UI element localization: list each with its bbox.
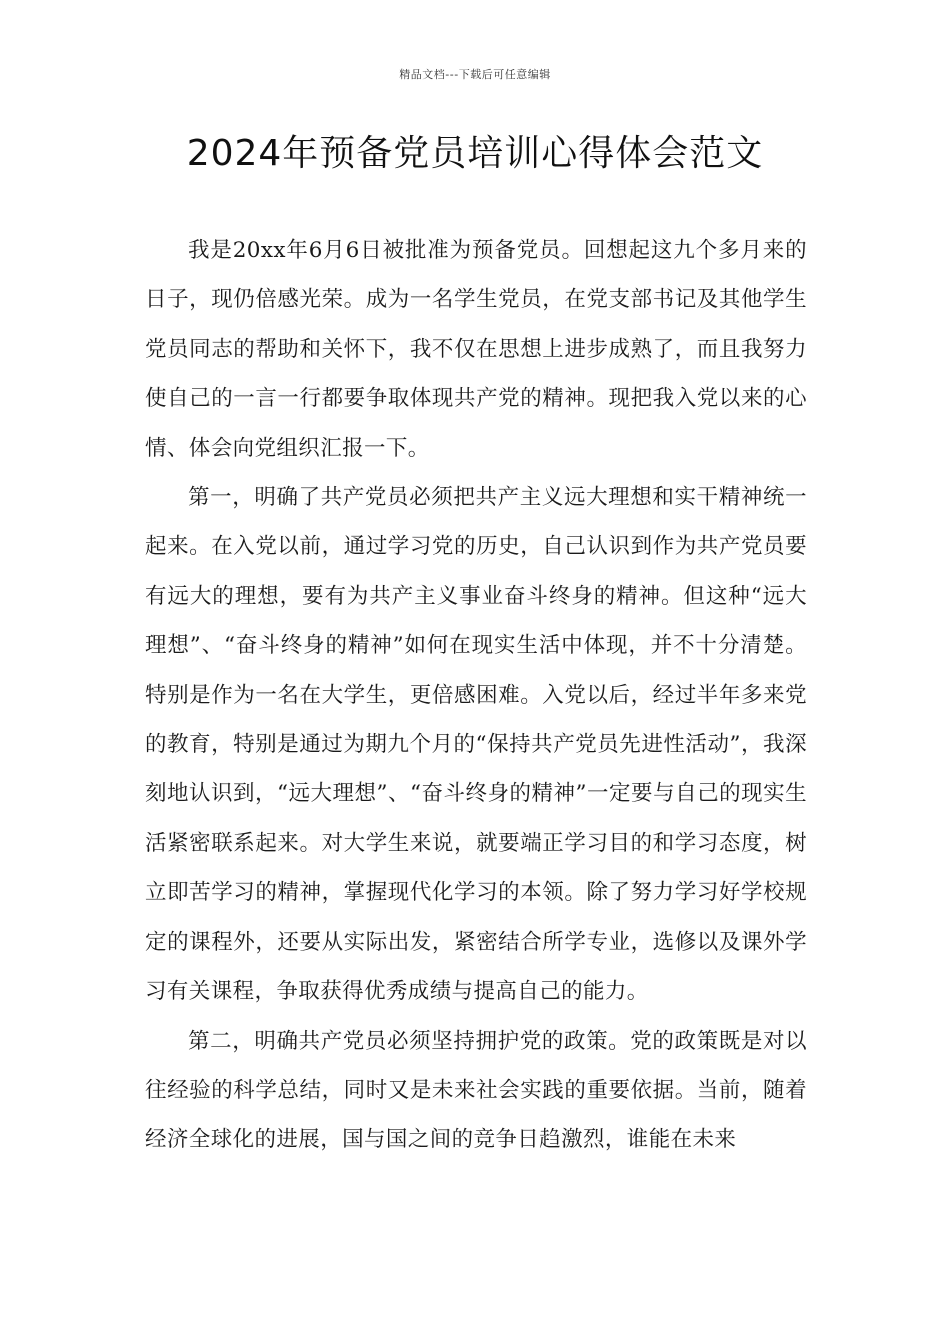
header-note: 精品文档---下载后可任意编辑 [399,68,551,81]
document-body [145,226,807,1165]
paragraph-intro: 我是20xx年6月6日被批准为预备党员。回想起这九个多月来的日子，现仍倍感光荣。成为一名学生党员，在党支部书记及其他学生党员同志的帮助和关怀下，我不仅在思想上进步成熟了，而且我努力使自己的一言一行都要争取体现共产党的精神。现把我入党以来的心情、体会向党组织汇报一下。 [145,238,807,461]
document-title: 2024年预备党员培训心得体会范文 [186,133,764,174]
paragraph-first-point: 第一，明确了共产党员必须把共产主义远大理想和实干精神统一起来。在入党以前，通过学习党的历史，自己认识到作为共产党员要有远大的理想，要有为共产主义事业奋斗终身的精神。但这种“远大理想”、“奋斗终身的精神”如何在现实生活中体现，并不十分清楚。特别是作为一名在大学生，更倍感困难。入党以后，经过半年多来党的教育，特别是通过为期九个月的“保持共产党员先进性活动”，我深刻地认识到，“远大理想”、“奋斗终身的精神”一定要与自己的现实生活紧密联系起来。对大学生来说，就要端正学习目的和学习态度，树立即苦学习的精神，掌握现代化学习的本领。除了努力学习好学校规定的课程外，还要从实际出发，紧密结合所学专业，选修以及课外学习有关课程，争取获得优秀成绩与提高自己的能力。 [145,485,807,1005]
paragraph-second-point: 第二，明确共产党员必须坚持拥护党的政策。党的政策既是对以往经验的科学总结，同时又是未来社会实践的重要依据。当前，随着经济全球化的进展，国与国之间的竞争日趋激烈，谁能在未来 [145,1028,807,1153]
